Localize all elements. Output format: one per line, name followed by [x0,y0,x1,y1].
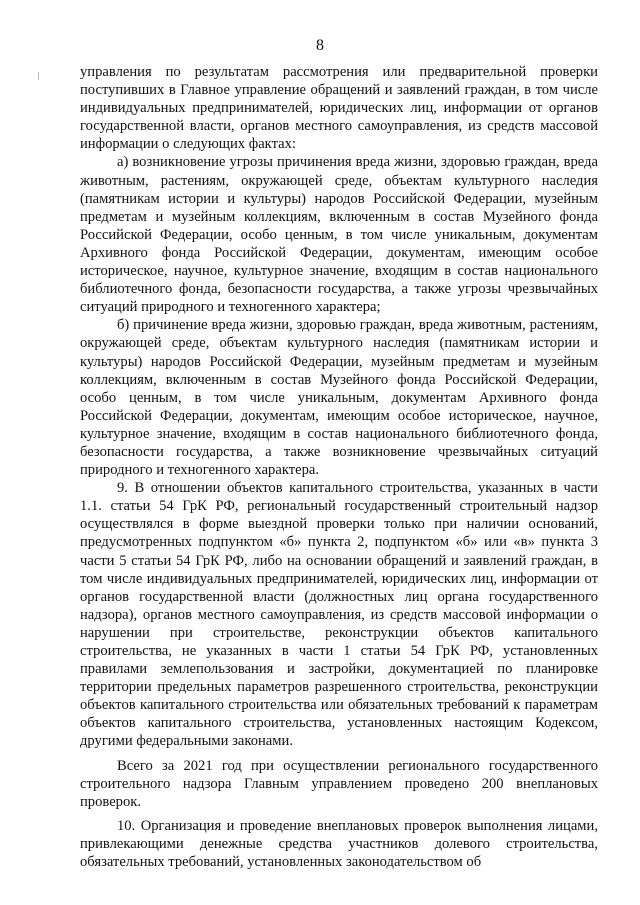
paragraph-9: 9. В отношении объектов капитального строительства, указанных в части 1.1. статьи 54 ГрК РФ, региональный государственный строительный надзор осуществлялся в форме выездной проверки только при наличии оснований, предусмотренных подпунктом «б» пункта 2, подпунктом «б» или «в» пункта 3 части 5 статьи 54 ГрК РФ, либо на основании обращений и заявлений граждан, в том числе индивидуальных предпринимателей, юридических лиц, информации от органов государственной власти (должностных лиц органа государственного надзора), органов местного самоуправления, из средств массовой информации о нарушении при строительстве, реконструкции объектов капитального строительства, не указанных в части 1 статьи 54 ГрК РФ, установленных правилами землепользования и застройки, документацией по планировке территории предельных параметров разрешенного строительства, реконструкции объектов капитального строительства или обязательных требований к параметрам объектов капитального строительства, установленных настоящим Кодексом, другими федеральными законами. [80,480,598,750]
paragraph-item-b: б) причинение вреда жизни, здоровью граждан, вреда животным, растениям, окружающей среде, объектам культурного наследия (памятникам истории и культуры) народов Российской Федерации, музейным предметам и музейным коллекциям, включенным в состав Музейного фонда Российской Федерации, особо ценным, в том числе уникальным, документам Архивного фонда Российской Федерации, документам, имеющим особое историческое, научное, культурное значение, входящим в состав национального библиотечного фонда, безопасности государства, а также возникновение чрезвычайных ситуаций природного и техногенного характера. [80,317,598,479]
scan-mark [38,72,39,80]
paragraph-item-a: а) возникновение угрозы причинения вреда жизни, здоровью граждан, вреда животным, растениям, окружающей среде, объектам культурного наследия (памятникам истории и культуры) народов Российской Федерации, музейным предметам и музейным коллекциям, включенным в состав Музейного фонда Российской Федерации, особо ценным, в том числе уникальным, документам Архивного фонда Российской Федерации, документам, имеющим особое историческое, научное, культурное значение, входящим в состав национального библиотечного фонда, безопасности государства, а также угрозы чрезвычайных ситуаций природного и техногенного характера; [80,154,598,316]
page-number: 8 [316,37,324,54]
paragraph-continuation: управления по результатам рассмотрения или предварительной проверки поступивших в Главное управление обращений и заявлений граждан, в том числе индивидуальных предпринимателей, юридических лиц, информации от органов государственной власти, органов местного самоуправления, из средств массовой информации о следующих фактах: [80,64,598,153]
paragraph-10: 10. Организация и проведение внеплановых проверок выполнения лицами, привлекающими денежные средства участников долевого строительства, обязательных требований, установленных законодательством об [80,817,598,871]
document-body [80,63,598,871]
paragraph-total-2021: Всего за 2021 год при осуществлении регионального государственного строительного надзора Главным управлением проведено 200 внеплановых проверок. [80,757,598,810]
